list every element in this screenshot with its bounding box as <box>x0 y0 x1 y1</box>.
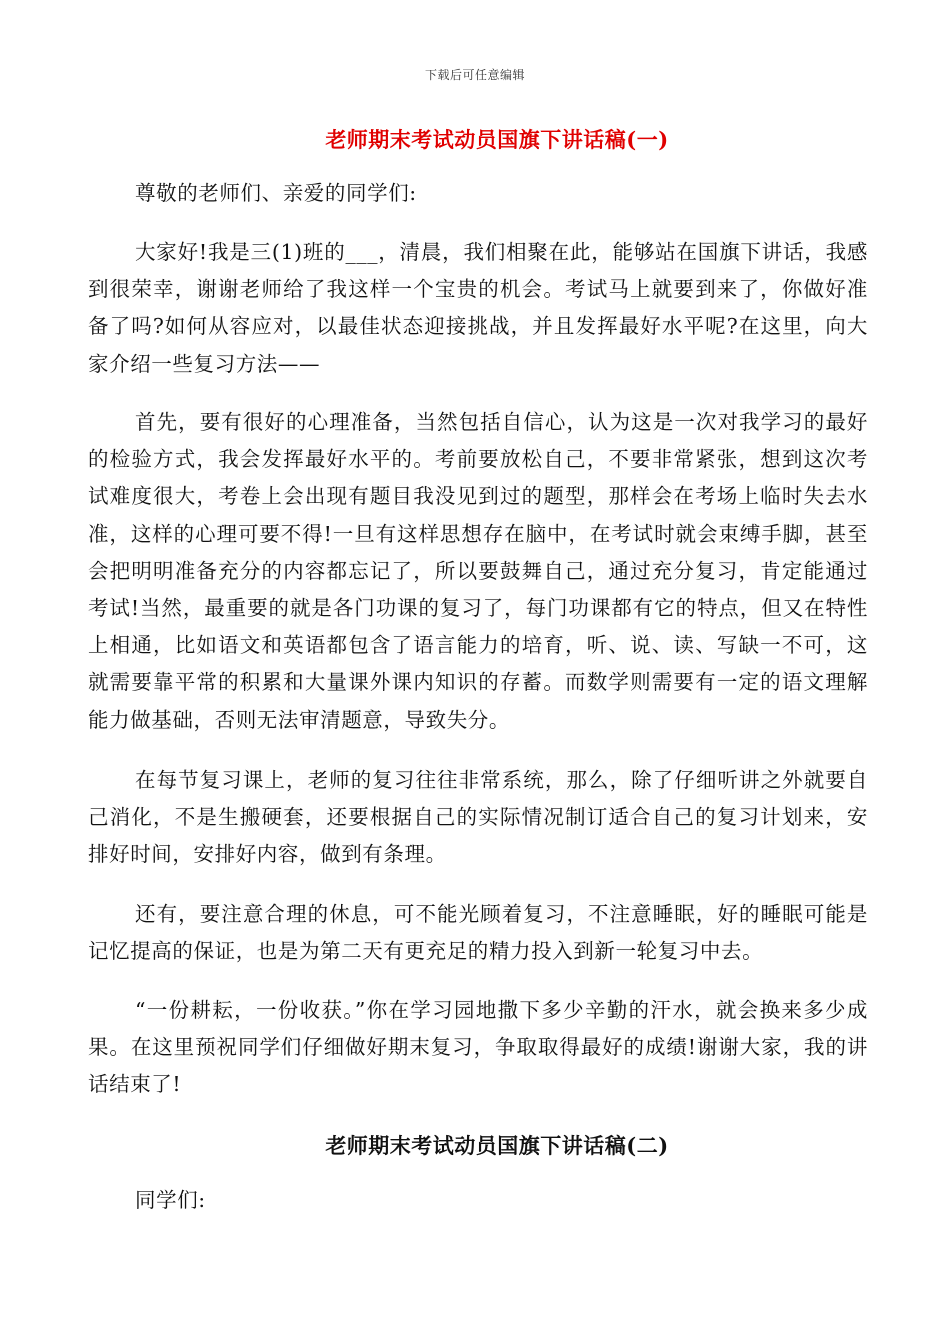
paragraph-1: 大家好!我是三(1)班的___，清晨，我们相聚在此，能够站在国旗下讲话，我感到很荣幸，谢谢老师给了我这样一个宝贵的机会。考试马上就要到来了，你做好准备了吗?如何从容应对，以最佳状态迎接挑战，并且发挥最好水平呢?在这里，向大家介绍一些复习方法—— <box>88 240 868 376</box>
header-note: 下载后可任意编辑 <box>424 68 525 82</box>
salutation-2: 同学们: <box>135 1188 206 1212</box>
speech-title-2: 老师期末考试动员国旗下讲话稿(二) <box>325 1133 669 1158</box>
salutation-1: 尊敬的老师们、亲爱的同学们: <box>135 181 417 205</box>
paragraph-3: 在每节复习课上，老师的复习往往非常系统，那么，除了仔细听讲之外就要自己消化，不是生搬硬套，还要根据自己的实际情况制订适合自己的复习计划来，安排好时间，安排好内容，做到有条理。 <box>88 768 868 867</box>
paragraph-2: 首先，要有很好的心理准备，当然包括自信心，认为这是一次对我学习的最好的检验方式，我会发挥最好水平的。考前要放松自己，不要非常紧张，想到这次考试难度很大，考卷上会出现有题目我没见到过的题型，那样会在考场上临时失去水准，这样的心理可要不得!一旦有这样思想存在脑中，在考试时就会束缚手脚，甚至会把明明准备充分的内容都忘记了，所以要鼓舞自己，通过充分复习，肯定能通过考试!当然，最重要的就是各门功课的复习了，每门功课都有它的特点，但又在特性上相通，比如语文和英语都包含了语言能力的培育，听、说、读、写缺一不可，这就需要靠平常的积累和大量课外课内知识的存蓄。而数学则需要有一定的语文理解能力做基础，否则无法审清题意，导致失分。 <box>88 410 868 732</box>
paragraph-4: 还有，要注意合理的休息，可不能光顾着复习，不注意睡眠，好的睡眠可能是记忆提高的保证，也是为第二天有更充足的精力投入到新一轮复习中去。 <box>88 902 868 964</box>
speech-title-1: 老师期末考试动员国旗下讲话稿(一) <box>325 127 669 152</box>
paragraph-5: “一份耕耘，一份收获。”你在学习园地撒下多少辛勤的汗水，就会换来多少成果。在这里预祝同学们仔细做好期末复习，争取取得最好的成绩!谢谢大家，我的讲话结束了! <box>88 998 868 1097</box>
